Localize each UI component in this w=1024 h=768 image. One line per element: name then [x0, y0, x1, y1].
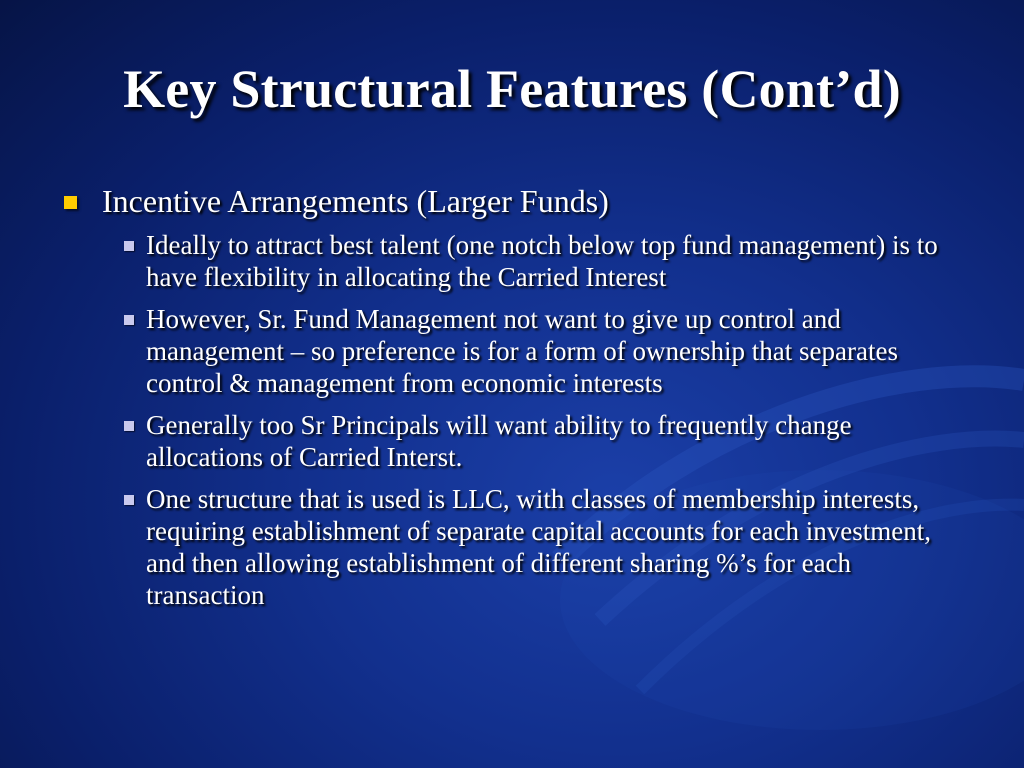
- sub-bullet-text: Ideally to attract best talent (one notch below top fund management) is to have flexibility in allocating the Carried Interest: [146, 230, 938, 292]
- sub-bullet-text: One structure that is used is LLC, with classes of membership interests, requiring establishment of separate capital accounts for each investment, and then allowing establishment of different sharing %’s for each transaction: [146, 484, 931, 610]
- bullet-text: Incentive Arrangements (Larger Funds): [102, 183, 609, 219]
- bullet-item: [62, 183, 962, 219]
- square-bullet-icon: [64, 196, 77, 209]
- square-bullet-icon: [124, 241, 134, 251]
- sub-bullet-text: Generally too Sr Principals will want ability to frequently change allocations of Carried Interst.: [146, 410, 852, 472]
- square-bullet-icon: [124, 495, 134, 505]
- square-bullet-icon: [124, 421, 134, 431]
- sub-bullet-list: [62, 229, 962, 611]
- sub-bullet-item: [124, 483, 956, 611]
- sub-bullet-item: [124, 409, 956, 473]
- slide-body: [62, 183, 962, 621]
- square-bullet-icon: [124, 315, 134, 325]
- sub-bullet-item: [124, 229, 956, 293]
- slide-title: Key Structural Features (Cont’d): [123, 59, 901, 119]
- sub-bullet-item: [124, 303, 956, 399]
- sub-bullet-text: However, Sr. Fund Management not want to give up control and management – so preference is for a form of ownership that separates control & management from economic interests: [146, 304, 898, 398]
